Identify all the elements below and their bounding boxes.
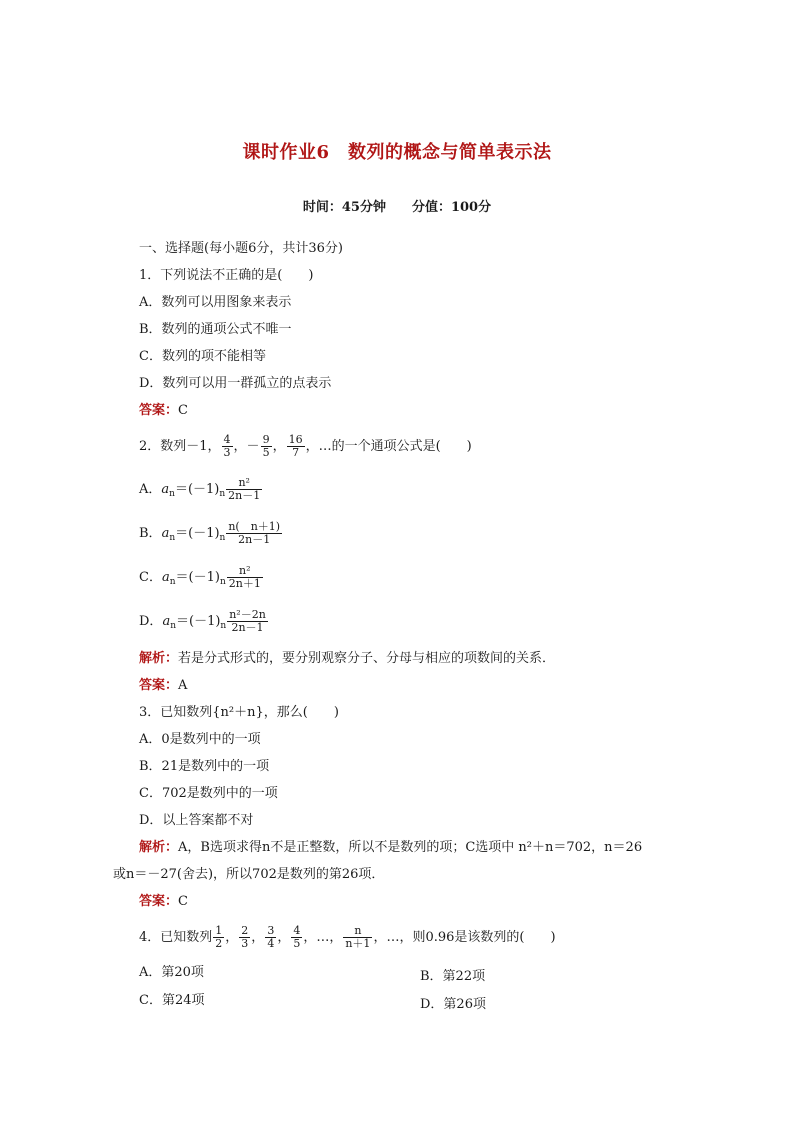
question-3-option-d: D．以上答案都不对: [139, 813, 254, 828]
question-4-option-c: C．第24项: [139, 993, 205, 1008]
section-heading: 一、选择题(每小题6分，共计36分): [139, 241, 343, 256]
question-3-option-a: A．0是数列中的一项: [139, 732, 261, 747]
question-1-option-d: D．数列可以用一群孤立的点表示: [139, 376, 332, 391]
fraction: $\frac{16}{7}$: [288, 433, 303, 459]
question-3-stem: 3．已知数列{n²＋n}，那么( ): [139, 705, 339, 720]
question-1-option-b: B．数列的通项公式不唯一: [139, 322, 292, 337]
question-3-answer: 答案：C: [139, 894, 188, 909]
question-3-analysis: 解析：A，B选项求得n不是正整数，所以不是数列的项；C选项中 n²＋n＝702，n＝26: [139, 840, 643, 855]
page-title: 课时作业6 数列的概念与简单表示法: [242, 142, 552, 163]
question-3-option-c: C．702是数列中的一项: [139, 786, 278, 801]
question-1-stem: 1．下列说法不正确的是( ): [139, 268, 314, 283]
question-4-option-a: A．第20项: [139, 965, 204, 980]
question-3-option-b: B．21是数列中的一项: [139, 759, 270, 774]
time-score-info: [0, 196, 794, 215]
fraction: $\frac{9}{5}$: [262, 433, 270, 459]
total-score: 分值：100分: [411, 200, 492, 215]
question-4-option-d: D．第26项: [420, 997, 486, 1012]
question-2-option-b: B．$a_n=(-1)_n$ $\frac{n( n+1)}{2n-1}$: [139, 520, 281, 546]
question-1-answer: 答案：C: [139, 403, 188, 418]
question-2-option-c: C．$a_n=(-1)_n$ $\frac{\text{n²}}{2n+1}$: [139, 564, 261, 590]
question-4-stem: 4．已知数列 $\frac{1}{2}$ ， $\frac{2}{3}$ ， $\frac{3}{4}$ ， $\frac{4}{5}$ ，…， $\frac{n}{n+1}$ ，…，则0.96是该数列的( ): [139, 924, 556, 950]
question-3-analysis-cont: 或n＝－27(舍去)，所以702是数列的第26项．: [113, 867, 385, 882]
question-2-option-a: A．$a_n=(-1)_n$ $\frac{\text{n²}}{2n-1}$: [139, 476, 261, 502]
question-2-analysis: 解析：若是分式形式的，要分别观察分子、分母与相应的项数间的关系．: [139, 651, 556, 666]
question-1-option-c: C．数列的项不能相等: [139, 349, 266, 364]
question-2-answer: 答案：A: [139, 678, 188, 693]
question-2-stem: 2．数列－1， $\frac{4}{3}$ ，－ $\frac{9}{5}$ ， $\frac{16}{7}$ ，…的一个通项公式是( ): [139, 433, 472, 459]
time-limit: 时间：45分钟: [302, 200, 386, 215]
question-4-option-b: B．第22项: [420, 969, 486, 984]
question-2-option-d: D．$a_n=(-1)_n$ $\frac{\text{n²－2n}}{2n-1}$: [139, 608, 266, 634]
fraction: $\frac{4}{3}$: [223, 433, 231, 459]
question-1-option-a: A．数列可以用图象来表示: [139, 295, 292, 310]
